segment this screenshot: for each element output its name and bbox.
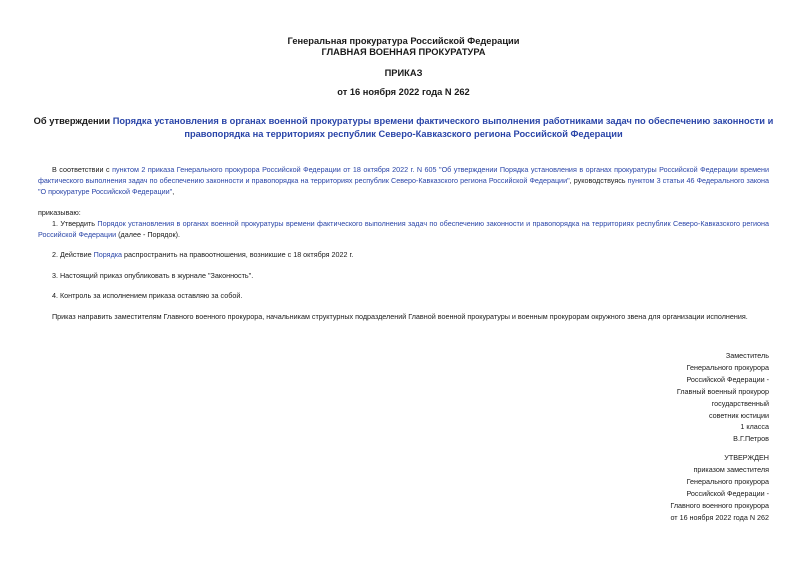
signature-line: государственный (711, 398, 769, 408)
approval-line: Российской Федерации - (686, 488, 769, 498)
signature-line: Российской Федерации - (686, 374, 769, 384)
signature-line: советник юстиции (708, 410, 769, 420)
approval-line: Генерального прокурора (686, 476, 769, 486)
approval-block (569, 452, 769, 523)
signature-line: Главный военный прокурор (676, 386, 769, 396)
approval-line: приказом заместителя (693, 464, 769, 474)
doc-title (20, 115, 787, 140)
preamble (38, 164, 769, 197)
preamble-text-2: , руководствуясь (569, 176, 628, 185)
item-2-suffix: распространить на правоотношения, возникшие с 18 октября 2022 г. (122, 250, 354, 259)
signature-line: Генерального прокурора (686, 362, 769, 372)
item-1 (38, 218, 769, 240)
item-2-link-poryadok[interactable]: Порядка (93, 250, 123, 259)
item-2 (52, 249, 353, 260)
signature-line: 1 класса (740, 422, 769, 432)
approval-line: УТВЕРЖДЕН (724, 453, 769, 462)
item-4: 4. Контроль за исполнением приказа оставляю за собой. (52, 291, 243, 300)
doc-date: от 16 ноября 2022 года N 262 (337, 87, 470, 97)
signature-name: В.Г.Петров (733, 434, 769, 444)
prikazyvayu: приказываю: (38, 208, 81, 217)
item-1-prefix: 1. Утвердить (52, 219, 98, 228)
preamble-text-1: В соответствии с (52, 165, 113, 174)
org-name: Генеральная прокуратура Российской Федерации (287, 36, 520, 46)
item-3: 3. Настоящий приказ опубликовать в журнале "Законность". (52, 271, 254, 280)
preamble-link-order-605[interactable]: пунктом 2 приказа Генерального прокурора Российской Федерации от 18 октября 2022 г. N 605 "Об утверждении Порядка установления в органах прокуратуры Российской Федерации времени фактического выполнения задач по обеспечению законности и правопорядка на территориях республик Северо-Кавказского региона Российской Федерации" (38, 165, 769, 185)
org-subname: ГЛАВНАЯ ВОЕННАЯ ПРОКУРАТУРА (321, 47, 486, 57)
preamble-text-3: , (172, 187, 175, 196)
item-1-link-poryadok[interactable]: Порядок установления в органах военной прокуратуры времени фактического выполнения задач по обеспечению законности и правопорядка на территориях республик Северо-Кавказского региона Российской Федерации (38, 219, 769, 239)
doc-title-prefix: Об утверждении (33, 116, 113, 126)
preamble-link-federal-law[interactable]: пунктом 3 статьи 46 Федерального закона "О прокуратуре Российской Федерации" (38, 176, 770, 196)
item-1-suffix: (далее - Порядок). (116, 230, 181, 239)
doc-title-link[interactable]: Порядка установления в органах военной прокуратуры времени фактического выполнения работниками задач по обеспечению законности и правопорядка на территориях республик Северо-Кавказского региона Российской Федерации (112, 116, 774, 139)
approval-line: от 16 ноября 2022 года N 262 (670, 512, 769, 522)
doc-type: ПРИКАЗ (384, 68, 423, 78)
signature-line: Заместитель (725, 351, 769, 360)
distribution-note: Приказ направить заместителям Главного военного прокурора, начальникам структурных подразделений Главной военной прокуратуры и военным прокурорам окружного звена для организации исполнения. (52, 312, 748, 321)
approval-line: Главного военного прокурора (670, 500, 769, 510)
item-2-prefix: 2. Действие (52, 250, 94, 259)
signature-block (569, 350, 769, 445)
